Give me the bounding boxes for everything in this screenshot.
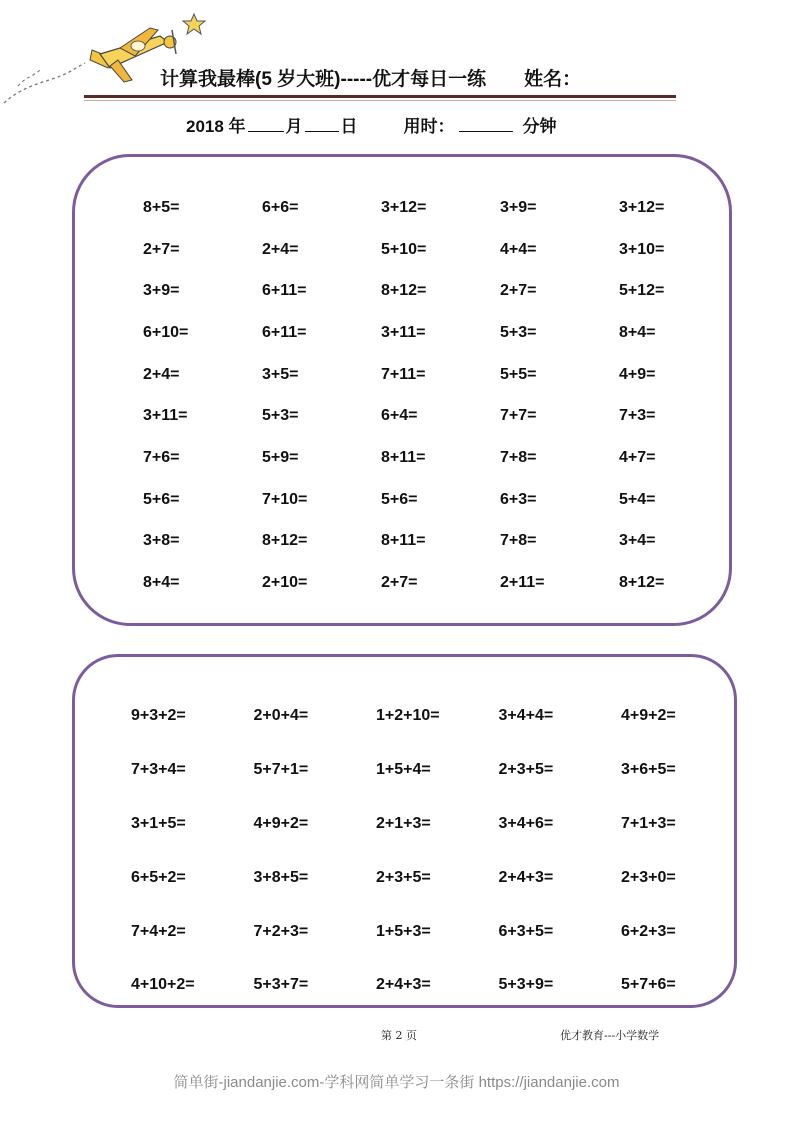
- math-problem: 6+10=: [143, 323, 189, 341]
- header-rule-thin: [84, 100, 676, 101]
- math-problem: 5+6=: [381, 490, 418, 508]
- minutes-label: 分钟: [522, 117, 557, 136]
- math-problem: 7+7=: [500, 407, 537, 425]
- math-problem: 7+4+2=: [131, 922, 186, 940]
- math-problem: 3+4=: [619, 532, 656, 550]
- math-problem: 2+7=: [143, 240, 180, 258]
- math-problem: 2+0+4=: [253, 706, 309, 724]
- publisher-label: 优才教育---小学数学: [560, 1029, 660, 1042]
- math-problem: 3+4+4=: [498, 706, 554, 724]
- math-problem: 4+4=: [500, 240, 537, 258]
- math-problem: 6+3+5=: [498, 922, 554, 940]
- airplane-illustration: [0, 8, 215, 108]
- math-problem: 7+8=: [500, 532, 537, 550]
- math-problem: 8+11=: [381, 532, 426, 550]
- star-icon: [183, 14, 205, 34]
- math-problem: 2+3+5=: [498, 760, 554, 778]
- math-problem: 8+11=: [381, 448, 426, 466]
- math-problem: 8+12=: [381, 282, 427, 300]
- math-problem: 7+8=: [500, 448, 537, 466]
- math-problem: 7+3=: [619, 407, 656, 425]
- math-problem: 2+11=: [500, 574, 545, 592]
- math-problem: 4+9+2=: [621, 706, 676, 724]
- day-label: 日: [340, 117, 358, 136]
- math-problem: 6+4=: [381, 407, 418, 425]
- math-problem: 3+9=: [500, 198, 537, 216]
- math-problem: 5+9=: [262, 448, 299, 466]
- math-problem: 5+4=: [619, 490, 656, 508]
- math-problem: 4+9=: [619, 365, 656, 383]
- math-problem: 3+11=: [143, 407, 188, 425]
- math-problem: 5+7+6=: [621, 976, 676, 994]
- math-problem: 2+7=: [500, 282, 537, 300]
- math-problem: 6+3=: [500, 490, 537, 508]
- year-label: 2018 年: [186, 117, 246, 136]
- day-blank[interactable]: [305, 115, 339, 132]
- three-term-addition-grid: [131, 689, 744, 1012]
- math-problem: 7+2+3=: [253, 922, 309, 940]
- date-line: [186, 112, 557, 137]
- math-problem: 6+6=: [262, 198, 299, 216]
- math-problem: 5+3=: [262, 407, 299, 425]
- math-problem: 4+7=: [619, 448, 656, 466]
- math-problem: 8+12=: [619, 574, 665, 592]
- math-problem: 3+5=: [262, 365, 299, 383]
- math-problem: 2+4+3=: [376, 976, 431, 994]
- math-problem: 2+7=: [381, 574, 418, 592]
- watermark: 简单街-jiandanjie.com-学科网简单学习一条街 https://jiandanjie.com: [173, 1074, 620, 1091]
- time-used-label: 用时：: [403, 117, 455, 136]
- addition-panel: [72, 154, 732, 626]
- math-problem: 3+8+5=: [253, 868, 309, 886]
- math-problem: 5+12=: [619, 282, 665, 300]
- math-problem: 2+4=: [143, 365, 180, 383]
- math-problem: 8+12=: [262, 532, 308, 550]
- math-problem: 3+8=: [143, 532, 180, 550]
- math-problem: 6+2+3=: [621, 922, 676, 940]
- name-label: 姓名：: [524, 69, 582, 90]
- math-problem: 1+2+10=: [376, 706, 440, 724]
- math-problem: 7+3+4=: [131, 760, 186, 778]
- math-problem: 3+11=: [381, 323, 426, 341]
- three-term-addition-panel: [72, 654, 737, 1008]
- math-problem: 2+3+0=: [621, 868, 676, 886]
- math-problem: 2+4=: [262, 240, 299, 258]
- math-problem: 5+3=: [500, 323, 537, 341]
- math-problem: 8+5=: [143, 198, 180, 216]
- math-problem: 7+6=: [143, 448, 180, 466]
- math-problem: 3+10=: [619, 240, 665, 258]
- math-problem: 3+4+6=: [498, 814, 554, 832]
- math-problem: 6+11=: [262, 323, 307, 341]
- math-problem: 8+4=: [619, 323, 656, 341]
- worksheet-title: 计算我最棒(5 岁大班)-----优才每日一练: [160, 69, 487, 90]
- month-label: 月: [285, 117, 303, 136]
- page-title: [160, 64, 680, 91]
- math-problem: 2+4+3=: [498, 868, 554, 886]
- math-problem: 9+3+2=: [131, 706, 186, 724]
- math-problem: 5+3+9=: [498, 976, 554, 994]
- page-number: 第 2 页: [381, 1029, 417, 1042]
- math-problem: 5+7+1=: [253, 760, 309, 778]
- math-problem: 1+5+4=: [376, 760, 431, 778]
- math-problem: 5+6=: [143, 490, 180, 508]
- math-problem: 2+1+3=: [376, 814, 431, 832]
- math-problem: 7+10=: [262, 490, 308, 508]
- math-problem: 3+12=: [619, 198, 665, 216]
- math-problem: 6+11=: [262, 282, 307, 300]
- math-problem: 5+3+7=: [253, 976, 309, 994]
- month-blank[interactable]: [248, 115, 284, 132]
- math-problem: 2+3+5=: [376, 868, 431, 886]
- math-problem: 7+1+3=: [621, 814, 676, 832]
- math-problem: 5+5=: [500, 365, 537, 383]
- header-rule: [84, 95, 676, 98]
- math-problem: 4+10+2=: [131, 976, 195, 994]
- addition-grid: [143, 187, 738, 604]
- math-problem: 3+12=: [381, 198, 427, 216]
- math-problem: 3+6+5=: [621, 760, 676, 778]
- math-problem: 3+1+5=: [131, 814, 186, 832]
- math-problem: 5+10=: [381, 240, 427, 258]
- math-problem: 6+5+2=: [131, 868, 186, 886]
- math-problem: 7+11=: [381, 365, 426, 383]
- math-problem: 3+9=: [143, 282, 180, 300]
- math-problem: 8+4=: [143, 574, 180, 592]
- math-problem: 2+10=: [262, 574, 308, 592]
- math-problem: 1+5+3=: [376, 922, 431, 940]
- time-blank[interactable]: [459, 115, 513, 132]
- math-problem: 4+9+2=: [253, 814, 309, 832]
